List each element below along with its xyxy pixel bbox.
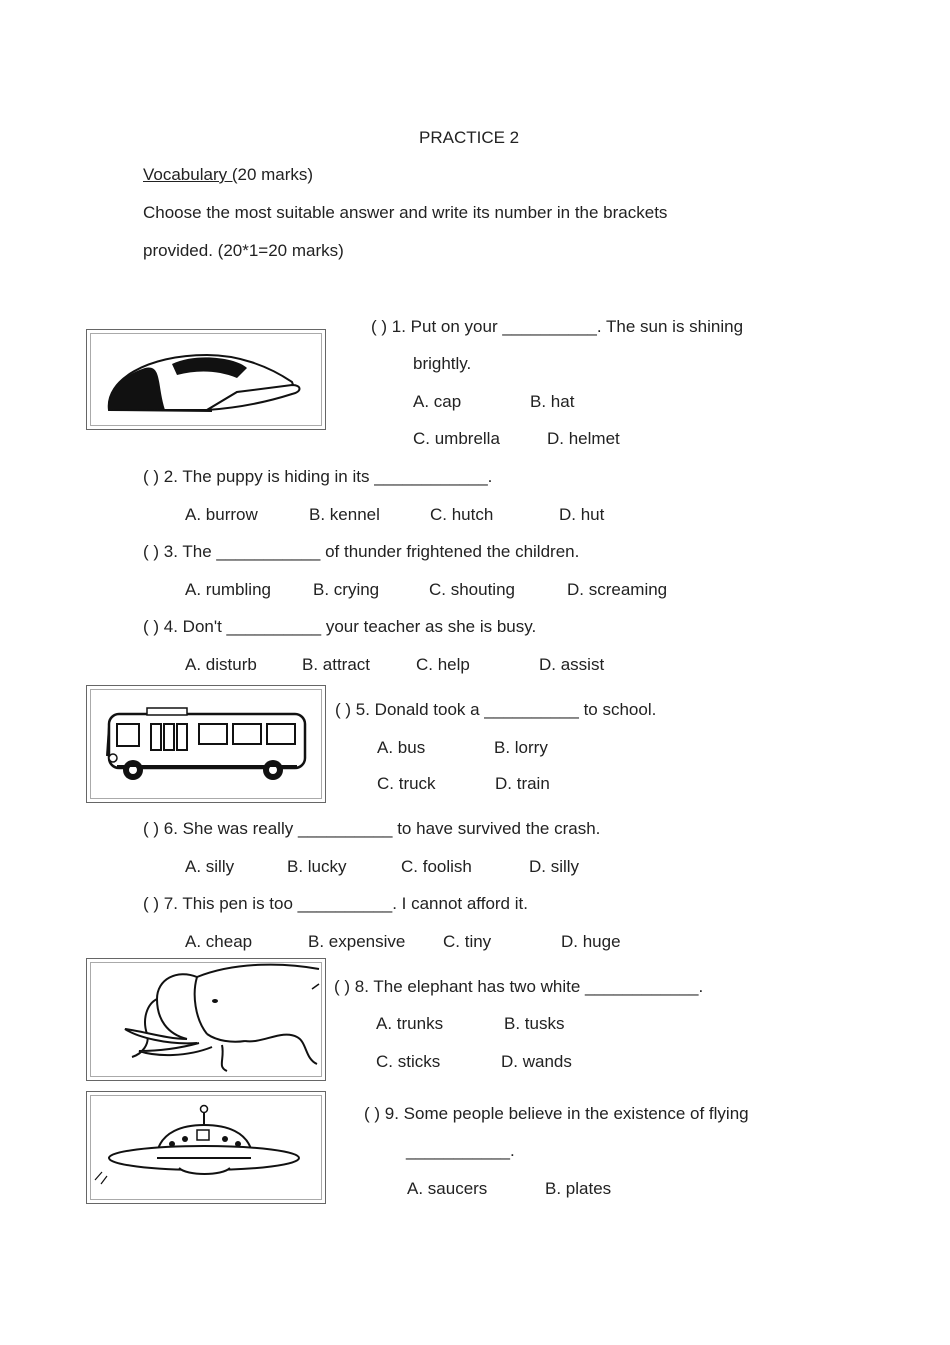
section-heading-rest: 20 marks) (237, 165, 314, 184)
question-9-stem-line-2: ___________. (406, 1141, 515, 1160)
question-7-option-b[interactable]: B. expensive (308, 932, 406, 951)
instructions-line-2: provided. (20*1=20 marks) (143, 241, 344, 260)
question-1-option-b[interactable]: B. hat (530, 392, 575, 411)
question-3-option-b[interactable]: B. crying (313, 580, 380, 599)
question-1-option-a[interactable]: A. cap (413, 392, 462, 411)
question-3-option-a[interactable]: A. rumbling (185, 580, 271, 599)
question-7-option-d[interactable]: D. huge (561, 932, 621, 951)
question-1-stem-line-1: ( ) 1. Put on your __________. The sun is shining (371, 317, 744, 336)
question-8-stem: ( ) 8. The elephant has two white ____________. (334, 977, 704, 996)
instructions-line-1: Choose the most suitable answer and write its number in the brackets (143, 203, 668, 222)
question-3-option-c[interactable]: C. shouting (429, 580, 515, 599)
question-6-option-a[interactable]: A. silly (185, 857, 235, 876)
bus-illustration (86, 685, 326, 803)
question-2-option-c[interactable]: C. hutch (430, 505, 494, 524)
question-4-option-b[interactable]: B. attract (302, 655, 371, 674)
cap-illustration (86, 329, 326, 430)
question-8-option-d[interactable]: D. wands (501, 1052, 572, 1071)
flying-saucer-icon (87, 1092, 327, 1205)
question-2-stem: ( ) 2. The puppy is hiding in its ____________. (143, 467, 493, 486)
question-4-stem: ( ) 4. Don't __________ your teacher as she is busy. (143, 617, 537, 636)
question-7-option-a[interactable]: A. cheap (185, 932, 253, 951)
question-4-option-d[interactable]: D. assist (539, 655, 605, 674)
cap-icon (87, 330, 327, 431)
question-3-option-d[interactable]: D. screaming (567, 580, 668, 599)
section-heading-underlined: Vocabulary ( (143, 165, 238, 184)
question-8-option-b[interactable]: B. tusks (504, 1014, 565, 1033)
question-5-stem: ( ) 5. Donald took a __________ to school. (335, 700, 657, 719)
question-9-option-b[interactable]: B. plates (545, 1179, 612, 1198)
page-title: PRACTICE 2 (419, 128, 520, 147)
elephant-icon (87, 959, 327, 1082)
question-1-stem-line-2: brightly. (413, 354, 472, 373)
ufo-illustration (86, 1091, 326, 1204)
question-2-option-b[interactable]: B. kennel (309, 505, 380, 524)
question-7-option-c[interactable]: C. tiny (443, 932, 492, 951)
section-heading (143, 165, 313, 185)
question-2-option-d[interactable]: D. hut (559, 505, 605, 524)
question-5-option-d[interactable]: D. train (495, 774, 550, 793)
question-7-stem: ( ) 7. This pen is too __________. I cannot afford it. (143, 894, 528, 913)
question-5-option-c[interactable]: C. truck (377, 774, 436, 793)
question-5-option-a[interactable]: A. bus (377, 738, 426, 757)
question-4-option-a[interactable]: A. disturb (185, 655, 257, 674)
question-3-stem: ( ) 3. The ___________ of thunder frightened the children. (143, 542, 580, 561)
question-8-option-a[interactable]: A. trunks (376, 1014, 444, 1033)
question-6-option-c[interactable]: C. foolish (401, 857, 472, 876)
question-8-option-c[interactable]: C. sticks (376, 1052, 441, 1071)
elephant-illustration (86, 958, 326, 1081)
question-5-option-b[interactable]: B. lorry (494, 738, 548, 757)
question-4-option-c[interactable]: C. help (416, 655, 470, 674)
question-1-option-c[interactable]: C. umbrella (413, 429, 500, 448)
question-9-stem-line-1: ( ) 9. Some people believe in the existence of flying (364, 1104, 749, 1123)
question-9-option-a[interactable]: A. saucers (407, 1179, 488, 1198)
question-6-option-b[interactable]: B. lucky (287, 857, 347, 876)
question-2-option-a[interactable]: A. burrow (185, 505, 258, 524)
bus-icon (87, 686, 327, 804)
question-6-option-d[interactable]: D. silly (529, 857, 580, 876)
question-1-option-d[interactable]: D. helmet (547, 429, 620, 448)
question-6-stem: ( ) 6. She was really __________ to have survived the crash. (143, 819, 601, 838)
